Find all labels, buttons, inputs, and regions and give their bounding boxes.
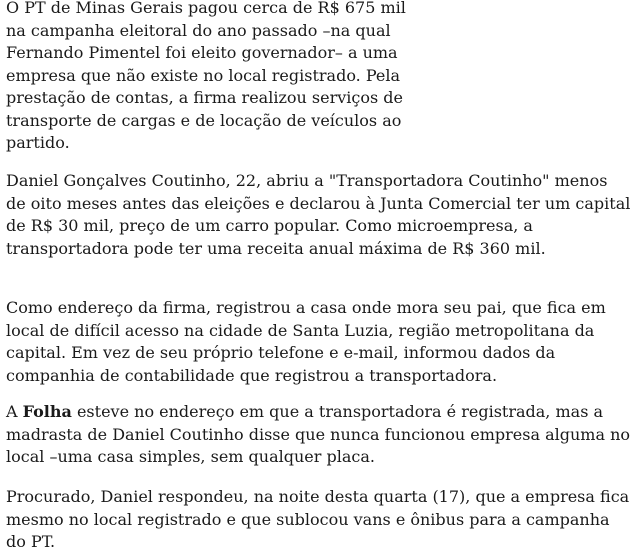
newspaper-name: Folha	[22, 402, 72, 421]
article-paragraph: Daniel Gonçalves Coutinho, 22, abriu a "Transportadora Coutinho" menos de oito meses antes das eleições e declarou à Junta Comercial ter um capital de R$ 30 mil, preço de um carro popular. Como microempresa, a transportadora pode ter uma receita anual máxima de R$ 360 mil.	[6, 171, 631, 258]
article-paragraph: Procurado, Daniel respondeu, na noite desta quarta (17), que a empresa fica mesmo no local registrado e que sublocou vans e ônibus para a campanha do PT.	[6, 487, 630, 551]
paragraph-text: esteve no endereço em que a transportadora é registrada, mas a madrasta de Daniel Coutinho disse que nunca funcionou empresa alguma no local –uma casa simples, sem qualquer placa.	[6, 402, 630, 466]
article-paragraph: Como endereço da firma, registrou a casa onde mora seu pai, que fica em local de difícil acesso na cidade de Santa Luzia, região metropolitana da capital. Em vez de seu próprio telefone e e-mail, informou dados da companhia de contabilidade que registrou a transportadora.	[6, 298, 606, 385]
paragraph-text: A	[6, 402, 23, 421]
article-paragraph	[6, 401, 632, 469]
article-paragraph: O PT de Minas Gerais pagou cerca de R$ 675 mil na campanha eleitoral do ano passado –na qual Fernando Pimentel foi eleito governador– a uma empresa que não existe no local registrado. Pela prestação de contas, a firma realizou serviços de transporte de cargas e de locação de veículos ao partido.	[6, 0, 406, 152]
